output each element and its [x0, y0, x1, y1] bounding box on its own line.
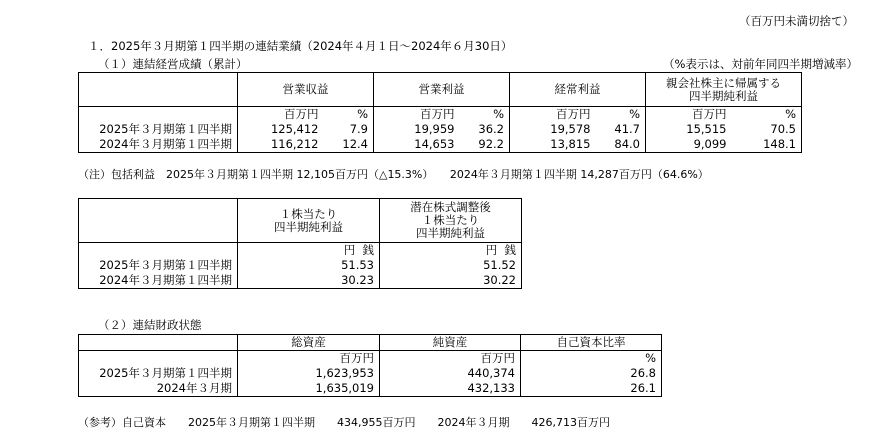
unit-row-label — [79, 351, 238, 367]
cell-value: 9,099 — [646, 137, 732, 153]
cell-pct: 12.4 — [324, 137, 374, 153]
row-label: 2025年３月期第１四半期 — [79, 122, 238, 137]
row-label: 2025年３月期第１四半期 — [79, 366, 238, 381]
cell-value: 51.52 — [380, 258, 522, 273]
col-net-income-parent — [646, 73, 802, 107]
col-diluted-eps-line3: 四半期純利益 — [416, 226, 485, 240]
unit-row-label — [79, 243, 238, 259]
financial-table — [78, 334, 662, 397]
results-header-blank — [79, 73, 238, 107]
col-net-income-line1: 親会社株主に帰属する — [666, 75, 781, 90]
table-row — [79, 366, 662, 381]
cell-value: 125,412 — [238, 122, 324, 137]
cell-pct: 70.5 — [732, 122, 802, 137]
table-row — [79, 381, 662, 397]
percent-note: （%表示は、対前年同四半期増減率） — [663, 57, 858, 71]
financial-subtitle: （２）連結財政状態 — [98, 318, 202, 332]
col-ordinary-profit: 経常利益 — [510, 73, 646, 107]
cell-value: 19,959 — [374, 122, 460, 137]
col-eps-line1: １株当たり — [279, 206, 338, 221]
unit-sen: 銭 — [362, 243, 374, 257]
cell-value: 440,374 — [380, 366, 521, 381]
unit-yen-sen — [380, 243, 522, 259]
cell-value: 26.8 — [521, 366, 662, 381]
row-label: 2025年３月期第１四半期 — [79, 258, 238, 273]
col-diluted-eps — [380, 199, 522, 243]
table-row — [79, 137, 802, 153]
results-subtitle: （１）連結経営成績（累計） — [98, 57, 248, 71]
unit-sen: 銭 — [504, 243, 516, 257]
unit-pct: % — [732, 107, 802, 123]
col-net-assets: 純資産 — [380, 335, 521, 351]
unit-row-label — [79, 107, 238, 123]
col-total-assets: 総資産 — [238, 335, 380, 351]
col-equity-ratio: 自己資本比率 — [521, 335, 662, 351]
unit-yen-sen — [238, 243, 380, 259]
unit-mil: 百万円 — [380, 351, 521, 367]
cell-value: 1,623,953 — [238, 366, 380, 381]
row-label: 2024年３月期第１四半期 — [79, 137, 238, 153]
col-eps-line2: 四半期純利益 — [274, 219, 343, 234]
unit-pct: % — [521, 351, 662, 367]
row-label: 2024年３月期 — [79, 381, 238, 397]
cell-value: 30.22 — [380, 273, 522, 289]
cell-value: 51.53 — [238, 258, 380, 273]
results-table — [78, 72, 802, 153]
unit-note: （百万円未満切捨て） — [739, 14, 854, 28]
eps-table — [78, 198, 522, 289]
unit-mil: 百万円 — [510, 107, 596, 123]
cell-value: 26.1 — [521, 381, 662, 397]
comprehensive-income-note: （注）包括利益 2025年３月期第１四半期 12,105百万円（△15.3%） 2024年３月期第１四半期 14,287百万円（64.6%） — [78, 168, 709, 181]
unit-pct: % — [324, 107, 374, 123]
cell-pct: 41.7 — [596, 122, 646, 137]
financial-header-blank — [79, 335, 238, 351]
unit-mil: 百万円 — [238, 351, 380, 367]
col-diluted-eps-line1: 潜在株式調整後 — [410, 200, 491, 214]
cell-pct: 92.2 — [460, 137, 510, 153]
table-row — [79, 273, 522, 289]
col-net-income-line2: 四半期純利益 — [689, 88, 758, 103]
unit-yen: 円 — [343, 243, 356, 257]
unit-mil: 百万円 — [646, 107, 732, 123]
cell-value: 19,578 — [510, 122, 596, 137]
cell-value: 432,133 — [380, 381, 521, 397]
cell-pct: 148.1 — [732, 137, 802, 153]
unit-yen: 円 — [485, 243, 498, 257]
cell-pct: 36.2 — [460, 122, 510, 137]
cell-pct: 7.9 — [324, 122, 374, 137]
unit-pct: % — [596, 107, 646, 123]
cell-value: 15,515 — [646, 122, 732, 137]
reference-equity-note: （参考）自己資本 2025年３月期第１四半期 434,955百万円 2024年３月期 426,713百万円 — [78, 416, 610, 429]
unit-mil: 百万円 — [238, 107, 324, 123]
eps-header-blank — [79, 199, 238, 243]
col-diluted-eps-line2: １株当たり — [421, 213, 480, 227]
col-operating-revenue: 営業収益 — [238, 73, 374, 107]
cell-value: 13,815 — [510, 137, 596, 153]
col-eps — [238, 199, 380, 243]
row-label: 2024年３月期第１四半期 — [79, 273, 238, 289]
table-row — [79, 258, 522, 273]
cell-value: 116,212 — [238, 137, 324, 153]
unit-pct: % — [460, 107, 510, 123]
table-row — [79, 122, 802, 137]
section-title: １．2025年３月期第１四半期の連結業績（2024年４月１日～2024年６月30日） — [88, 39, 513, 53]
unit-mil: 百万円 — [374, 107, 460, 123]
col-operating-profit: 営業利益 — [374, 73, 510, 107]
cell-value: 30.23 — [238, 273, 380, 289]
cell-pct: 84.0 — [596, 137, 646, 153]
cell-value: 1,635,019 — [238, 381, 380, 397]
cell-value: 14,653 — [374, 137, 460, 153]
